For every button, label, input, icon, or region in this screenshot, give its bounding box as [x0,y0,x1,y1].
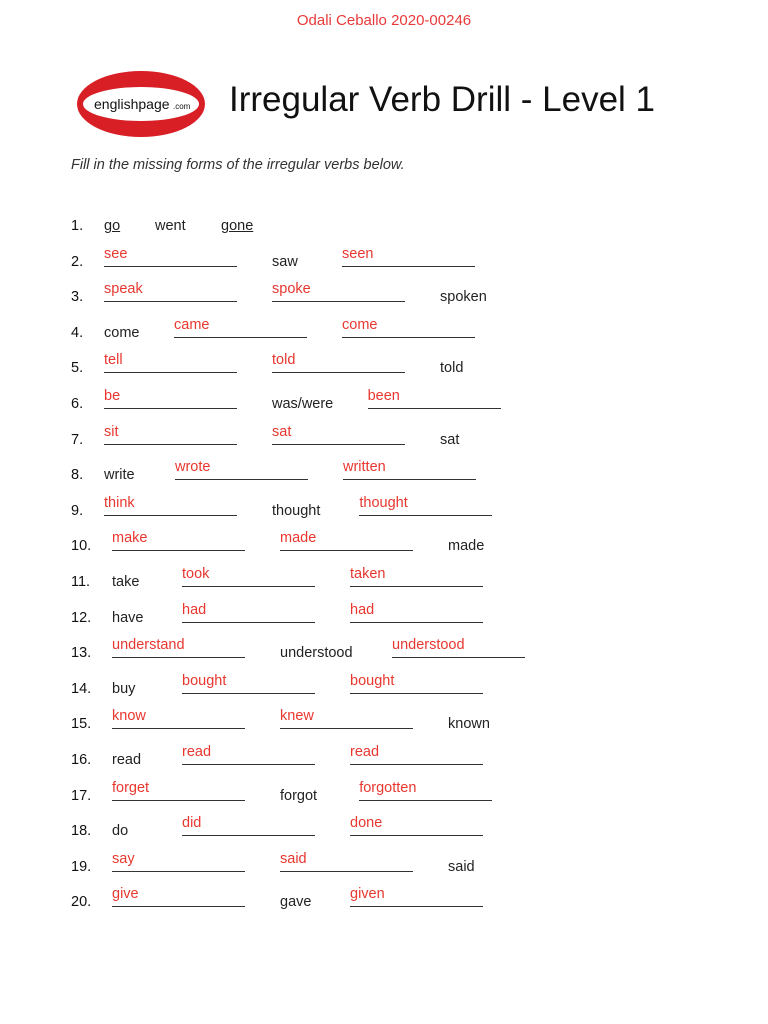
answer-field-past[interactable] [182,566,317,594]
given-base: buy [112,680,136,697]
given-base: do [112,823,129,840]
answer-field-base[interactable] [104,246,239,274]
answer-underline [350,764,483,765]
answer-field-past[interactable] [272,281,407,309]
answer-underline [112,800,245,801]
answer-underline [182,586,315,587]
answer-underline [392,657,525,658]
answer-underline [104,301,237,302]
answer-field-base[interactable] [104,352,239,380]
answer-text: bought [350,672,395,689]
answer-underline [350,586,483,587]
verb-row [0,637,768,667]
logo-suffix: .com [173,102,191,111]
answer-field-pp[interactable] [350,815,485,843]
answer-field-base[interactable] [112,886,247,914]
answer-text: come [342,316,378,333]
given-pp: made [448,538,485,555]
answer-field-pp[interactable] [343,459,478,487]
answer-text: know [112,708,146,725]
answer-text: say [112,850,135,867]
page-title: Irregular Verb Drill - Level 1 [229,80,655,119]
answer-text: knew [280,708,314,725]
verb-row [0,744,768,774]
answer-field-past[interactable] [280,851,415,879]
given-pp: known [448,716,490,733]
verb-row [0,281,768,311]
answer-text: see [104,245,128,262]
answer-underline [272,444,405,445]
given-past: forgot [280,787,318,804]
answer-underline [350,906,483,907]
answer-field-pp[interactable] [350,886,485,914]
answer-underline [112,728,245,729]
answer-field-pp[interactable] [368,388,503,416]
answer-field-base[interactable] [112,637,247,665]
row-number: 6. [71,396,84,412]
answer-text: taken [350,566,386,582]
answer-underline [350,835,483,836]
answer-text: give [112,886,139,903]
row-number: 15. [71,716,92,733]
verb-row [0,317,768,347]
answer-field-pp[interactable] [350,744,485,772]
answer-field-pp[interactable] [342,317,477,345]
row-number: 4. [71,324,84,341]
answer-field-base[interactable] [104,424,239,452]
row-number: 10. [71,538,92,555]
answer-field-pp[interactable] [392,637,527,665]
answer-text: been [367,388,400,404]
answer-underline [342,337,475,338]
row-number: 14. [71,680,92,697]
answer-underline [112,550,245,551]
given-base: have [112,609,144,626]
answer-underline [343,479,476,480]
answer-field-base[interactable] [104,495,239,523]
answer-text: told [272,352,296,369]
answer-text: had [182,601,207,618]
answer-underline [112,871,245,872]
given-pp: said [448,858,475,875]
row-number: 12. [71,609,92,626]
answer-field-past[interactable] [280,530,415,558]
answer-underline [104,515,237,516]
answer-underline [174,337,307,338]
instructions: Fill in the missing forms of the irregular verbs below. [71,157,405,173]
given-pp: spoken [440,289,487,306]
answer-field-base[interactable] [112,780,247,808]
verb-row [0,352,768,382]
answer-field-past[interactable] [182,744,317,772]
answer-field-pp[interactable] [350,602,485,630]
answer-underline [104,372,237,373]
verb-row [0,210,768,240]
answer-field-pp[interactable] [342,246,477,274]
answer-field-base[interactable] [104,388,239,416]
answer-text: done [350,815,383,832]
answer-underline [359,800,492,801]
answer-field-past[interactable] [182,673,317,701]
verb-row [0,495,768,525]
row-number: 11. [71,574,91,590]
answer-text: spoke [272,281,311,298]
answer-text: forget [112,779,150,796]
answer-text: understood [392,637,465,654]
answer-field-past[interactable] [175,459,310,487]
answer-underline [175,479,308,480]
answer-text: understand [112,637,185,654]
row-number: 5. [71,360,84,377]
row-number: 17. [71,787,92,804]
answer-text: seen [342,245,374,262]
answer-text: sit [104,423,119,440]
given-past: gave [280,894,312,911]
answer-underline [182,693,315,694]
answer-underline [272,301,405,302]
student-name: Odali Ceballo 2020-00246 [296,12,472,29]
verb-row [0,708,768,738]
answer-field-past[interactable] [272,352,407,380]
row-number: 1. [71,218,84,234]
answer-field-base[interactable] [104,281,239,309]
answer-field-base[interactable] [112,530,247,558]
given-past: understood [280,645,353,662]
answer-text: read [182,744,212,760]
answer-underline [104,408,237,409]
answer-text: make [112,530,148,547]
answer-text: forgotten [359,779,417,796]
verb-row [0,459,768,489]
answer-underline [112,657,245,658]
row-number: 19. [71,858,92,875]
answer-text: bought [182,672,227,689]
row-number: 3. [71,289,84,306]
answer-field-pp[interactable] [350,673,485,701]
given-past: was/were [272,396,334,412]
answer-underline [280,550,413,551]
answer-underline [104,444,237,445]
answer-field-pp[interactable] [359,495,494,523]
row-number: 8. [71,467,84,484]
logo-text: englishpage [94,96,170,112]
answer-field-base[interactable] [112,851,247,879]
answer-field-pp[interactable] [359,780,494,808]
answer-text: thought [359,494,408,511]
verb-row [0,673,768,703]
answer-text: be [104,388,121,404]
given-base: come [104,324,140,341]
answer-underline [280,728,413,729]
answer-underline [368,408,501,409]
answer-underline [182,835,315,836]
answer-underline [350,693,483,694]
verb-row [0,602,768,632]
example-past: went [155,218,186,234]
answer-text: written [343,459,386,476]
answer-text: given [350,886,385,903]
given-past: saw [272,253,298,270]
answer-field-past[interactable] [174,317,309,345]
row-number: 18. [71,823,92,840]
row-number: 16. [71,752,92,768]
answer-underline [182,764,315,765]
answer-text: came [174,316,210,333]
answer-text: speak [104,281,143,298]
answer-underline [272,372,405,373]
answer-text: had [350,601,375,618]
answer-underline [342,266,475,267]
given-base: write [104,467,135,484]
answer-field-past[interactable] [182,602,317,630]
verb-row [0,530,768,560]
answer-underline [182,622,315,623]
given-pp: told [440,360,464,377]
verb-row [0,566,768,596]
row-number: 2. [71,253,84,270]
answer-underline [112,906,245,907]
verb-row [0,388,768,418]
answer-field-past[interactable] [280,708,415,736]
answer-text: read [350,744,380,760]
row-number: 7. [71,431,84,448]
answer-text: wrote [175,459,211,476]
answer-text: think [104,494,135,511]
row-number: 13. [71,645,92,662]
answer-text: sat [272,423,292,440]
answer-underline [350,622,483,623]
answer-field-past[interactable] [272,424,407,452]
verb-row [0,851,768,881]
verb-row [0,780,768,810]
answer-underline [359,515,492,516]
verb-row [0,886,768,916]
answer-underline [280,871,413,872]
answer-text: took [182,566,210,582]
row-number: 20. [71,894,92,911]
example-pp: gone [221,218,254,234]
example-base: go [104,218,121,234]
given-base: take [112,574,140,590]
answer-underline [104,266,237,267]
given-base: read [112,752,142,768]
answer-field-pp[interactable] [350,566,485,594]
verb-row [0,246,768,276]
answer-field-past[interactable] [182,815,317,843]
answer-field-base[interactable] [112,708,247,736]
answer-text: did [182,815,202,832]
given-past: thought [272,502,321,519]
verb-row [0,815,768,845]
answer-text: tell [104,352,123,369]
given-pp: sat [440,431,460,448]
row-number: 9. [71,502,84,519]
verb-row [0,424,768,454]
answer-text: made [280,530,317,547]
answer-text: said [280,850,307,867]
